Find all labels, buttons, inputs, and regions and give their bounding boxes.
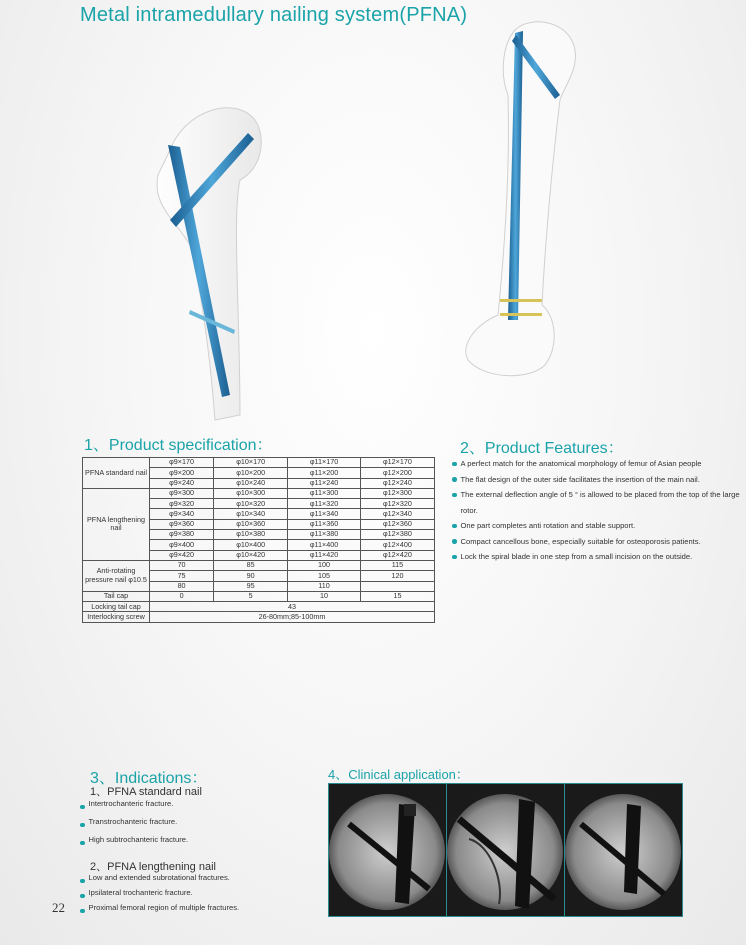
table-cell: φ11×170 xyxy=(288,458,361,468)
table-cell: φ12×200 xyxy=(360,468,434,478)
table-cell: φ10×320 xyxy=(214,499,288,509)
table-cell: φ11×400 xyxy=(288,540,361,550)
xray-image-2 xyxy=(447,784,564,916)
table-cell: φ9×200 xyxy=(150,468,214,478)
xray-image-1 xyxy=(329,784,446,916)
table-cell: 120 xyxy=(360,571,434,581)
table-cell: 43 xyxy=(150,602,435,612)
table-cell: 110 xyxy=(288,581,361,591)
section-heading-clinical: 4、Clinical application： xyxy=(328,767,469,782)
table-cell: φ12×420 xyxy=(360,550,434,560)
section-heading-indications: 3、Indications： xyxy=(90,770,208,787)
row-label: Anti-rotating pressure nail φ10.5 xyxy=(83,560,150,591)
indication-text: Transtrochanteric fracture. xyxy=(88,817,178,826)
indications-standard-list xyxy=(80,799,188,853)
table-cell: φ10×170 xyxy=(214,458,288,468)
table-cell: φ10×200 xyxy=(214,468,288,478)
features-list xyxy=(452,456,742,565)
table-cell: φ11×360 xyxy=(288,519,361,529)
table-cell: φ12×360 xyxy=(360,519,434,529)
indications-lengthening-title: 2、PFNA lengthening nail xyxy=(90,861,216,873)
table-cell: φ11×200 xyxy=(288,468,361,478)
table-cell: 90 xyxy=(214,571,288,581)
table-cell: φ11×320 xyxy=(288,499,361,509)
table-cell: φ12×170 xyxy=(360,458,434,468)
table-cell: φ10×300 xyxy=(214,488,288,498)
bullet-icon xyxy=(452,493,457,498)
bullet-icon xyxy=(452,539,457,544)
table-cell: φ9×300 xyxy=(150,488,214,498)
bullet-icon xyxy=(80,879,85,884)
table-cell: φ12×240 xyxy=(360,478,434,488)
table-cell: φ9×320 xyxy=(150,499,214,509)
table-cell: 100 xyxy=(288,560,361,570)
table-cell: φ9×240 xyxy=(150,478,214,488)
row-label: Tail cap xyxy=(83,591,150,601)
list-item xyxy=(80,903,239,918)
table-cell: φ9×340 xyxy=(150,509,214,519)
indication-text: Proximal femoral region of multiple fractures. xyxy=(88,903,240,912)
row-label: PFNA lengthening nail xyxy=(83,488,150,560)
spec-table xyxy=(82,457,435,623)
table-cell: φ11×420 xyxy=(288,550,361,560)
table-cell: φ10×380 xyxy=(214,530,288,540)
page-title: Metal intramedullary nailing system(PFNA) xyxy=(80,4,468,26)
bullet-icon xyxy=(80,841,85,846)
feature-text: A perfect match for the anatomical morphology of femur of Asian people xyxy=(460,459,702,468)
table-row xyxy=(83,612,435,622)
table-cell: φ11×240 xyxy=(288,478,361,488)
page-number: 22 xyxy=(52,900,65,915)
section-heading-features: 2、Product Features： xyxy=(460,440,624,457)
indication-text: High subtrochanteric fracture. xyxy=(88,835,189,844)
table-cell: 80 xyxy=(150,581,214,591)
table-cell: 105 xyxy=(288,571,361,581)
bullet-icon xyxy=(452,555,457,560)
row-label: PFNA standard nail xyxy=(83,458,150,489)
bullet-icon xyxy=(80,805,85,810)
xray-images xyxy=(329,784,682,916)
indication-text: Intertrochanteric fracture. xyxy=(88,799,174,808)
feature-text: Lock the spiral blade in one step from a small incision on the outside. xyxy=(460,552,693,561)
table-row xyxy=(83,488,435,498)
feature-text: Compact cancellous bone, especially suitable for osteoporosis patients. xyxy=(460,536,701,546)
list-item xyxy=(452,487,742,518)
table-cell: φ9×380 xyxy=(150,530,214,540)
table-cell: φ10×340 xyxy=(214,509,288,519)
table-cell: 15 xyxy=(360,591,434,601)
table-row xyxy=(83,602,435,612)
table-cell: φ9×170 xyxy=(150,458,214,468)
table-cell: φ12×340 xyxy=(360,509,434,519)
bullet-icon xyxy=(452,524,457,529)
bullet-icon xyxy=(452,477,457,482)
table-cell: φ10×360 xyxy=(214,519,288,529)
list-item xyxy=(80,835,188,853)
table-cell: φ12×300 xyxy=(360,488,434,498)
clinical-xray-strip xyxy=(328,783,683,917)
list-item xyxy=(80,888,239,903)
feature-text: One part completes anti rotation and stable support. xyxy=(460,521,636,530)
table-cell: φ10×400 xyxy=(214,540,288,550)
list-item xyxy=(452,534,742,550)
bullet-icon xyxy=(80,823,85,828)
bullet-icon xyxy=(452,462,457,467)
indication-text: Low and extended subrotational fractures. xyxy=(88,873,230,882)
pfna-lengthening-nail-illustration xyxy=(460,15,595,390)
indications-standard-title: 1、PFNA standard nail xyxy=(90,786,202,798)
xray-image-3 xyxy=(565,784,682,916)
table-cell: 0 xyxy=(150,591,214,601)
table-cell: φ11×380 xyxy=(288,530,361,540)
list-item xyxy=(452,549,742,565)
table-cell: φ12×400 xyxy=(360,540,434,550)
table-row xyxy=(83,591,435,601)
table-cell: 10 xyxy=(288,591,361,601)
table-cell: φ10×240 xyxy=(214,478,288,488)
list-item xyxy=(80,817,188,835)
list-item xyxy=(452,456,742,472)
bullet-icon xyxy=(80,894,85,899)
list-item xyxy=(80,799,188,817)
feature-text: The external deflection angle of 5 ° is allowed to be placed from the top of the large rotor. xyxy=(460,490,740,515)
row-label: Interlocking screw xyxy=(83,612,150,622)
bullet-icon xyxy=(80,909,85,914)
list-item xyxy=(452,472,742,488)
indications-lengthening-list xyxy=(80,873,239,918)
table-cell: φ11×340 xyxy=(288,509,361,519)
list-item xyxy=(452,518,742,534)
indication-text: Ipsilateral trochanteric fracture. xyxy=(88,888,193,897)
table-cell: 5 xyxy=(214,591,288,601)
table-cell: φ12×320 xyxy=(360,499,434,509)
list-item xyxy=(80,873,239,888)
table-row xyxy=(83,458,435,468)
table-cell: φ9×420 xyxy=(150,550,214,560)
table-cell: φ9×360 xyxy=(150,519,214,529)
table-cell: 95 xyxy=(214,581,288,591)
table-cell: 75 xyxy=(150,571,214,581)
table-cell: 115 xyxy=(360,560,434,570)
table-cell: 70 xyxy=(150,560,214,570)
table-cell: φ12×380 xyxy=(360,530,434,540)
feature-text: The flat design of the outer side facilitates the insertion of the main nail. xyxy=(460,474,700,484)
table-cell: 85 xyxy=(214,560,288,570)
table-cell: 26-80mm;85-100mm xyxy=(150,612,435,622)
table-cell: φ10×420 xyxy=(214,550,288,560)
pfna-standard-nail-illustration xyxy=(140,95,270,425)
table-cell: φ9×400 xyxy=(150,540,214,550)
row-label: Locking tail cap xyxy=(83,602,150,612)
table-cell: φ11×300 xyxy=(288,488,361,498)
section-heading-spec: 1、Product specification： xyxy=(84,437,273,454)
table-cell xyxy=(360,581,434,591)
table-row xyxy=(83,560,435,570)
